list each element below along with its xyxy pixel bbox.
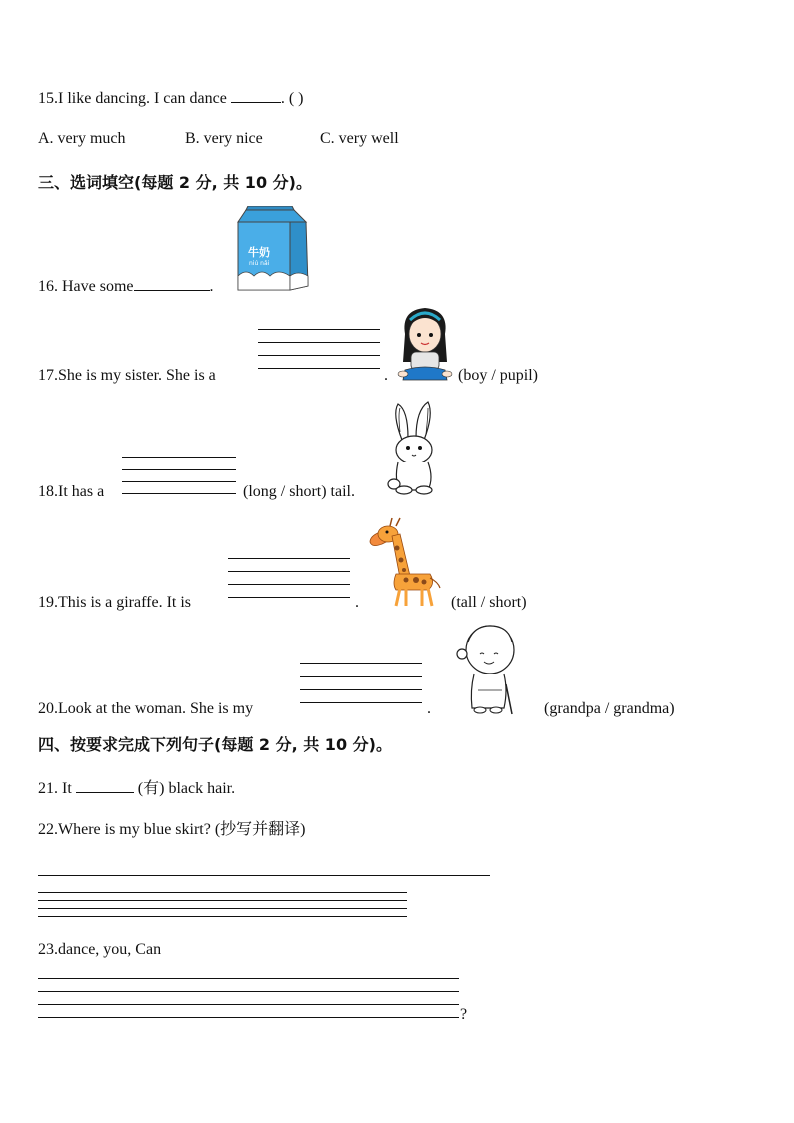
q21-suffix: (有) black hair. <box>137 780 236 797</box>
answer-writing-lines[interactable] <box>300 663 422 703</box>
section-3-heading: 三、选词填空(每题 2 分, 共 10 分)。 <box>38 173 312 192</box>
girl-icon <box>397 304 453 382</box>
rabbit-icon <box>384 400 440 496</box>
q16-period: . <box>209 278 214 295</box>
q20-period: . <box>427 700 431 717</box>
question-22: 22.Where is my blue skirt? (抄写并翻译) <box>38 821 306 838</box>
q15-option-c-wrap <box>320 130 399 148</box>
answer-writing-lines[interactable] <box>258 329 380 369</box>
question-20: 20.Look at the woman. She is my <box>38 700 254 717</box>
giraffe-icon <box>366 514 442 610</box>
answer-writing-lines[interactable] <box>38 978 459 1018</box>
question-23: 23.dance, you, Can <box>38 941 162 958</box>
milk-label: 牛奶 <box>248 246 270 259</box>
option-a[interactable]: A. very much <box>38 130 126 147</box>
q16-text: 16. Have some <box>38 278 134 295</box>
milk-pinyin: niú nǎi <box>249 260 270 267</box>
q17-period: . <box>384 367 388 384</box>
q20-choices: (grandpa / grandma) <box>544 700 675 717</box>
question-18: 18.It has a <box>38 483 105 500</box>
grandma-image <box>454 620 528 716</box>
q17-choices: (boy / pupil) <box>458 367 538 384</box>
milk-carton-image <box>234 206 314 294</box>
milk-carton-icon <box>234 206 314 294</box>
question-17: 17.She is my sister. She is a <box>38 367 216 384</box>
answer-blank[interactable] <box>134 276 210 291</box>
q23-question-mark: ? <box>460 1006 468 1023</box>
answer-writing-lines[interactable] <box>122 457 236 494</box>
answer-writing-lines[interactable] <box>38 892 407 917</box>
answer-writing-lines[interactable] <box>228 558 350 598</box>
q15-suffix: . ( ) <box>280 90 304 107</box>
rabbit-image <box>384 400 440 496</box>
question-15 <box>38 88 303 108</box>
grandma-icon <box>454 620 528 716</box>
question-19: 19.This is a giraffe. It is <box>38 594 192 611</box>
option-c[interactable]: C. very well <box>320 130 399 147</box>
q19-period: . <box>355 594 359 611</box>
q15-prefix: 15.I like dancing. I can dance <box>38 90 227 107</box>
q21-prefix: 21. It <box>38 780 72 797</box>
option-b[interactable]: B. very nice <box>185 130 263 147</box>
q19-choices: (tall / short) <box>451 594 527 611</box>
section-4-heading: 四、按要求完成下列句子(每题 2 分, 共 10 分)。 <box>38 735 392 754</box>
q15-options <box>38 130 126 148</box>
girl-image <box>397 304 453 382</box>
question-21 <box>38 775 235 798</box>
q18-choices: (long / short) tail. <box>243 483 355 500</box>
giraffe-image <box>366 514 442 610</box>
q15-option-b-wrap <box>185 130 263 148</box>
question-16 <box>38 276 214 296</box>
answer-blank[interactable] <box>231 88 281 103</box>
answer-blank[interactable] <box>76 778 134 793</box>
answer-line-copy[interactable] <box>38 875 490 876</box>
